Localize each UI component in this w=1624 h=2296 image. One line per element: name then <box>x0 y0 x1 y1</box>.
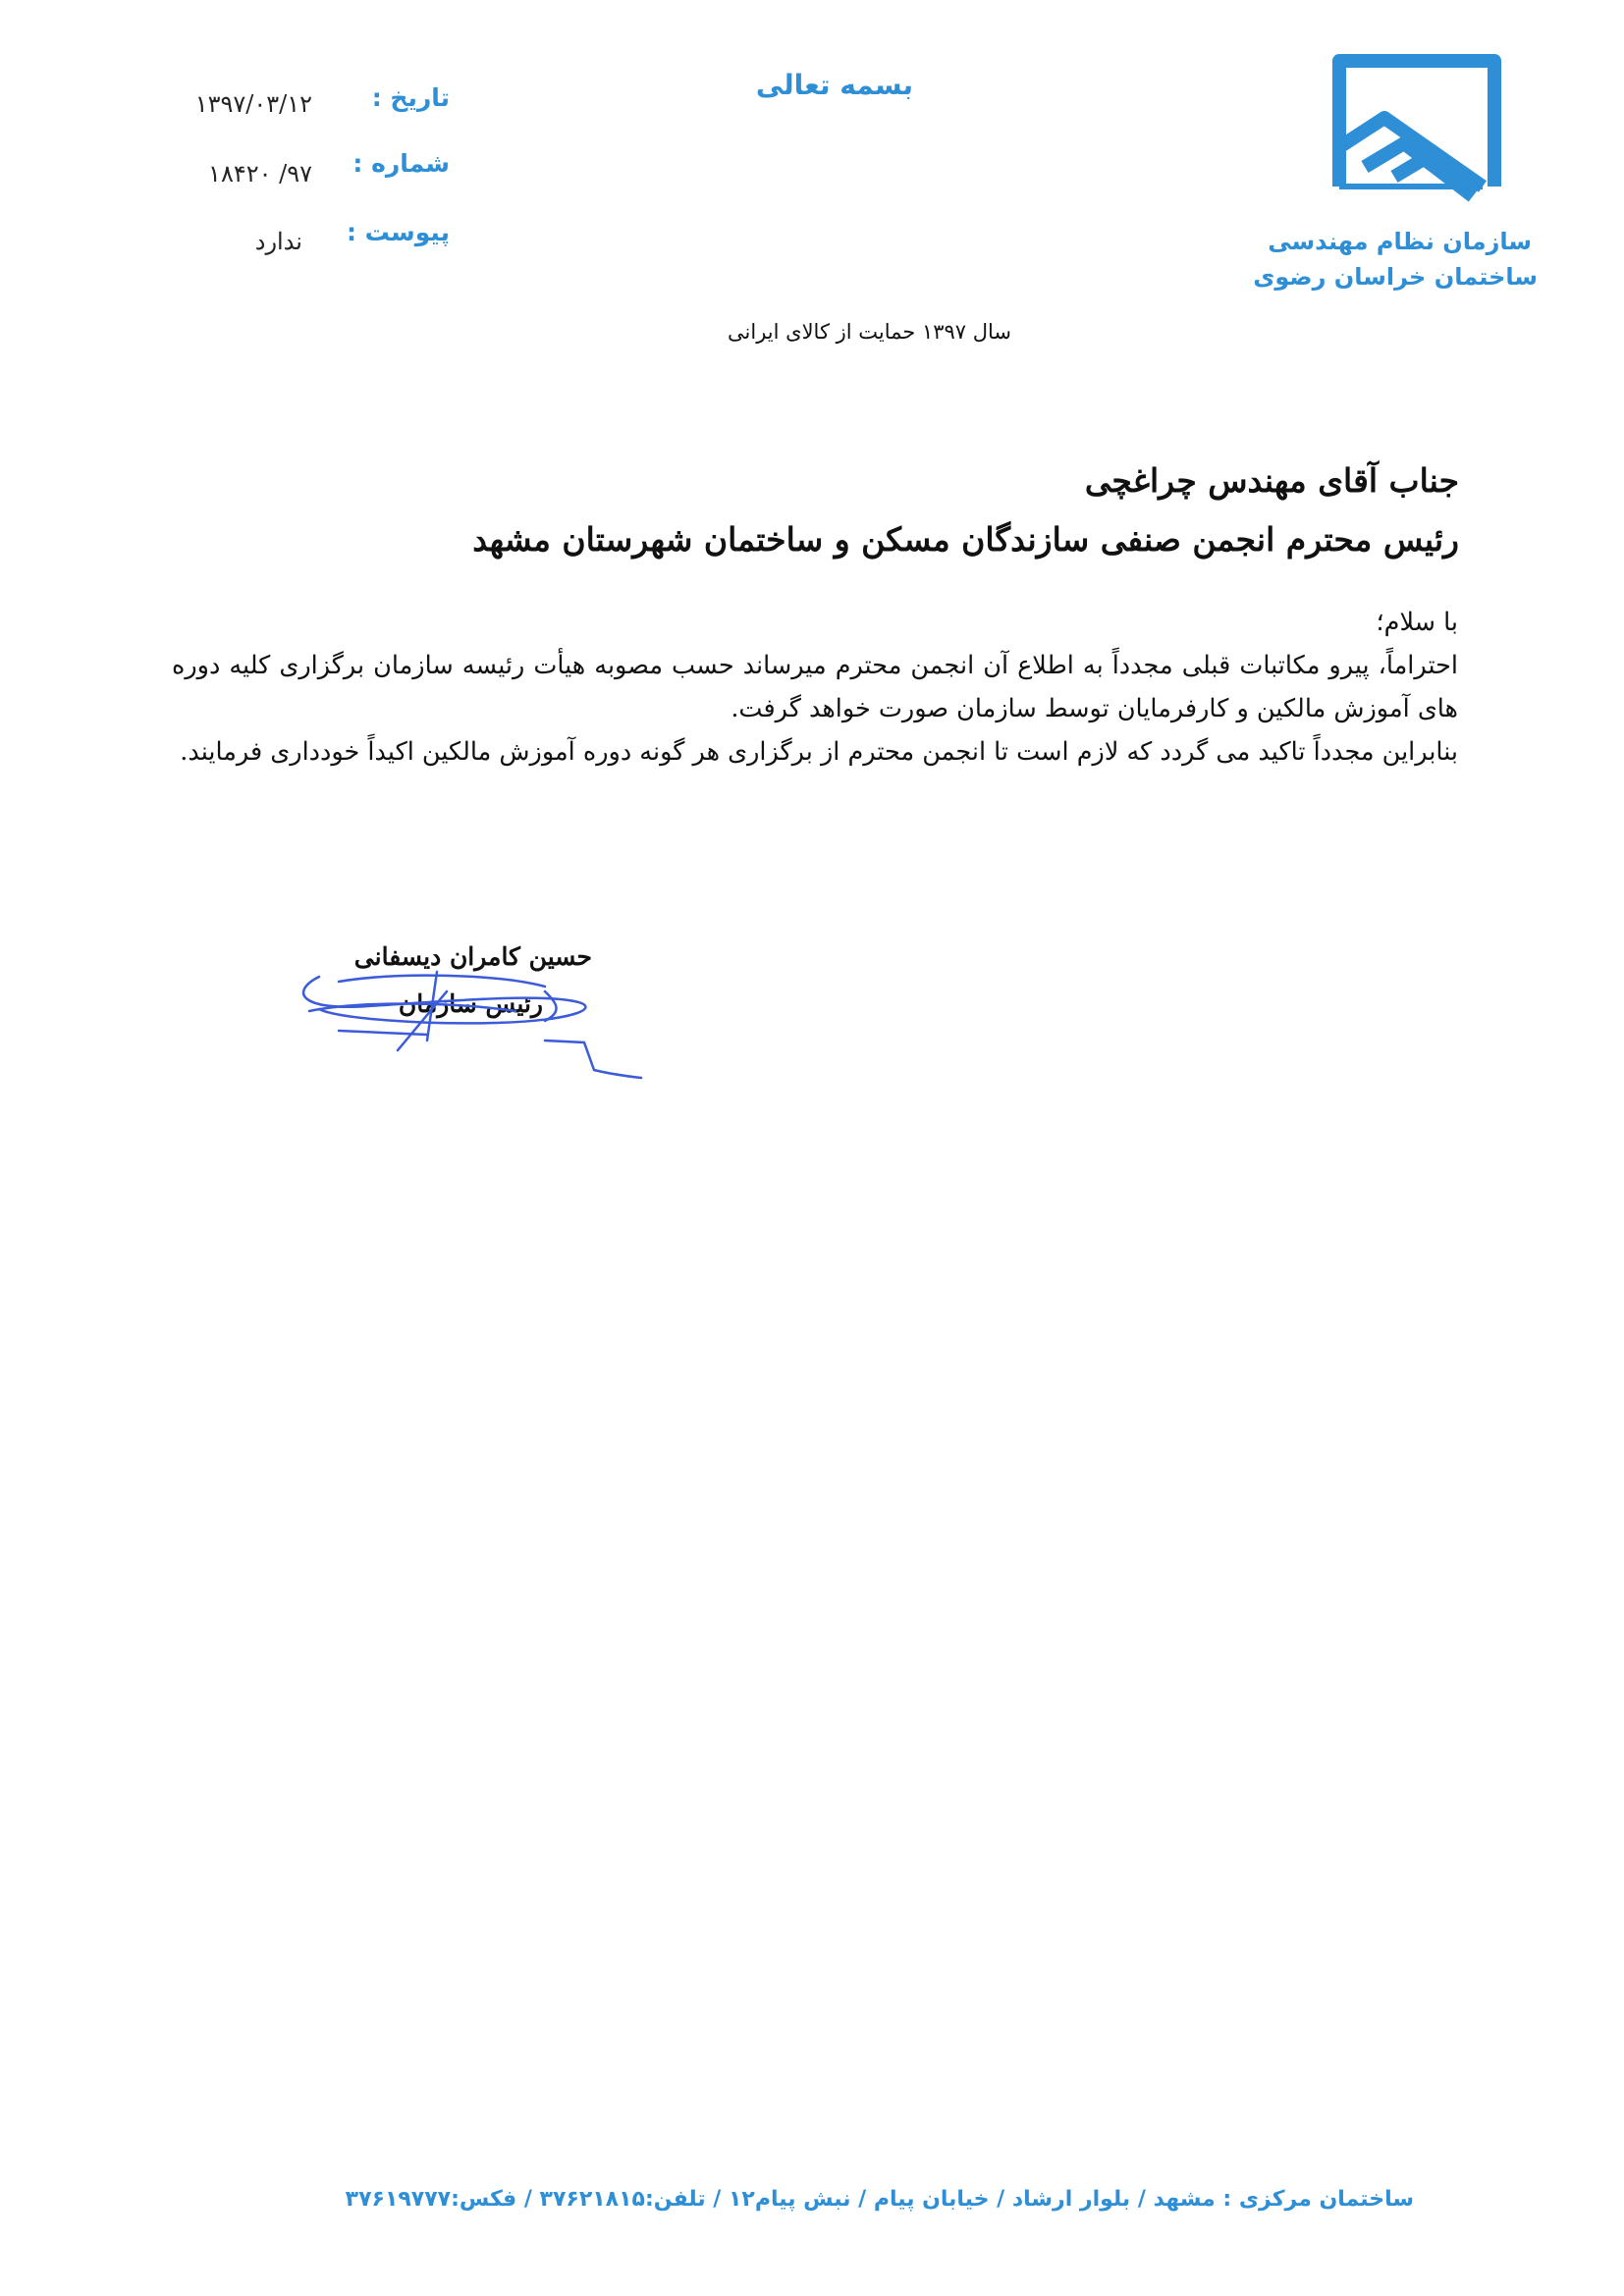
date-label: تاریخ : <box>371 83 450 112</box>
paragraph-1: احتراماً، پیرو مکاتبات قبلی مجدداً به اطلاع آن انجمن محترم میرساند حسب مصوبه هیأت رئیسه سازمان برگزاری کلیه دوره های آموزش مالکین و کارفرمایان توسط سازمان صورت خواهد گرفت. <box>172 651 1458 723</box>
org-name-line2: ساختمان خراسان رضوی <box>1253 263 1538 291</box>
greeting: با سلام؛ <box>1376 608 1458 637</box>
recipient-line1: جناب آقای مهندس چراغچی <box>1084 461 1459 500</box>
signatory-name: حسین کامران دیسفانی <box>353 942 592 971</box>
recipient-line2: رئیس محترم انجمن صنفی سازندگان مسکن و ساختمان شهرستان مشهد <box>472 520 1459 559</box>
org-logo-icon <box>1326 49 1508 206</box>
year-slogan: سال ۱۳۹۷ حمایت از کالای ایرانی <box>728 320 1011 344</box>
attachment-value: ندارد <box>254 228 302 255</box>
number-value: ۹۷/ ۱۸۴۲۰ <box>208 160 312 187</box>
signatory-title: رئیس سازمان <box>398 989 543 1018</box>
date-value: ۱۳۹۷/۰۳/۱۲ <box>194 90 312 118</box>
org-name-line1: سازمان نظام مهندسی <box>1268 228 1532 255</box>
handwritten-signature <box>280 933 653 1109</box>
attachment-label: پیوست : <box>346 218 450 246</box>
signature-block <box>280 933 653 1109</box>
footer-address: ساختمان مرکزی : مشهد / بلوار ارشاد / خیابان پیام / نبش پیام۱۲ / تلفن:۳۷۶۲۱۸۱۵ / فکس:۳۷۶۱۹۷۷۷ <box>345 2187 1414 2212</box>
number-label: شماره : <box>352 149 450 178</box>
org-logo <box>1326 49 1508 206</box>
bismillah: بسمه تعالی <box>755 69 913 101</box>
letter-body <box>172 601 1458 774</box>
paragraph-2: بنابراین مجدداً تاکید می گردد که لازم است تا انجمن محترم از برگزاری هر گونه دوره آموزش مالکین اکیداً خودداری فرمایند. <box>180 737 1458 767</box>
